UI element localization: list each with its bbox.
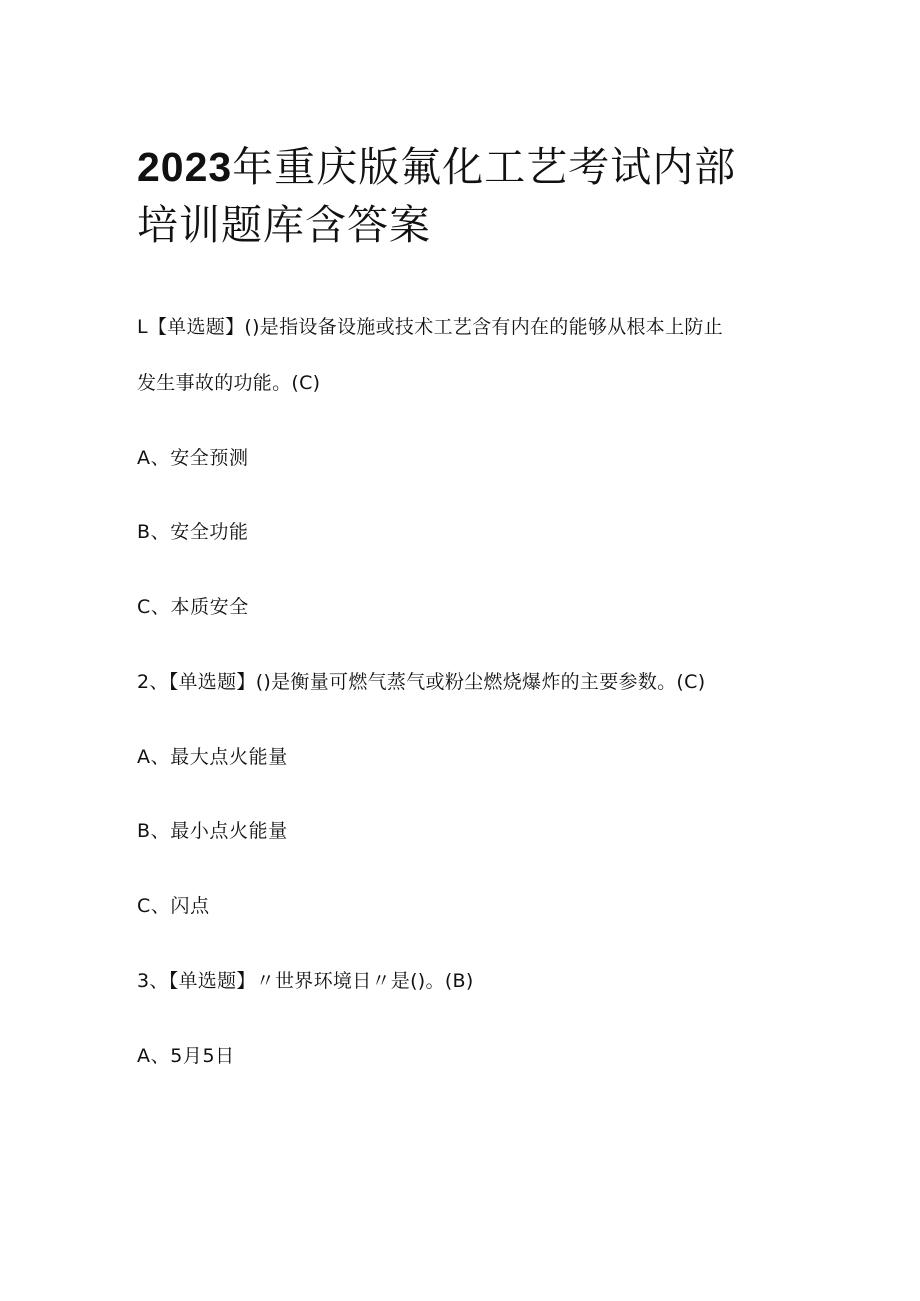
question-1-option-c: C、本质安全 xyxy=(137,596,249,618)
question-3-stem: 3、【单选题】〃世界环境日〃是()。(B) xyxy=(137,970,474,992)
document-title xyxy=(137,138,777,254)
title-line1: 年重庆版氟化工艺考试内部 xyxy=(232,143,737,191)
question-3-option-a: A、5月5日 xyxy=(137,1045,235,1067)
title-line2: 培训题库含答案 xyxy=(137,201,431,249)
question-1-option-a: A、安全预测 xyxy=(137,447,249,469)
question-2-option-c: C、闪点 xyxy=(137,895,210,917)
question-2-option-a: A、最大点火能量 xyxy=(137,746,288,768)
question-1-stem-line1: L【单选题】()是指设备设施或技术工艺含有内在的能够从根本上防止 xyxy=(137,316,724,338)
question-1-option-b: B、安全功能 xyxy=(137,521,249,543)
question-2-option-b: B、最小点火能量 xyxy=(137,820,288,842)
question-1-stem-line2: 发生事故的功能。(C) xyxy=(137,372,321,394)
title-year: 2023 xyxy=(137,144,233,190)
question-2-stem: 2、【单选题】()是衡量可燃气蒸气或粉尘燃烧爆炸的主要参数。(C) xyxy=(137,671,706,693)
